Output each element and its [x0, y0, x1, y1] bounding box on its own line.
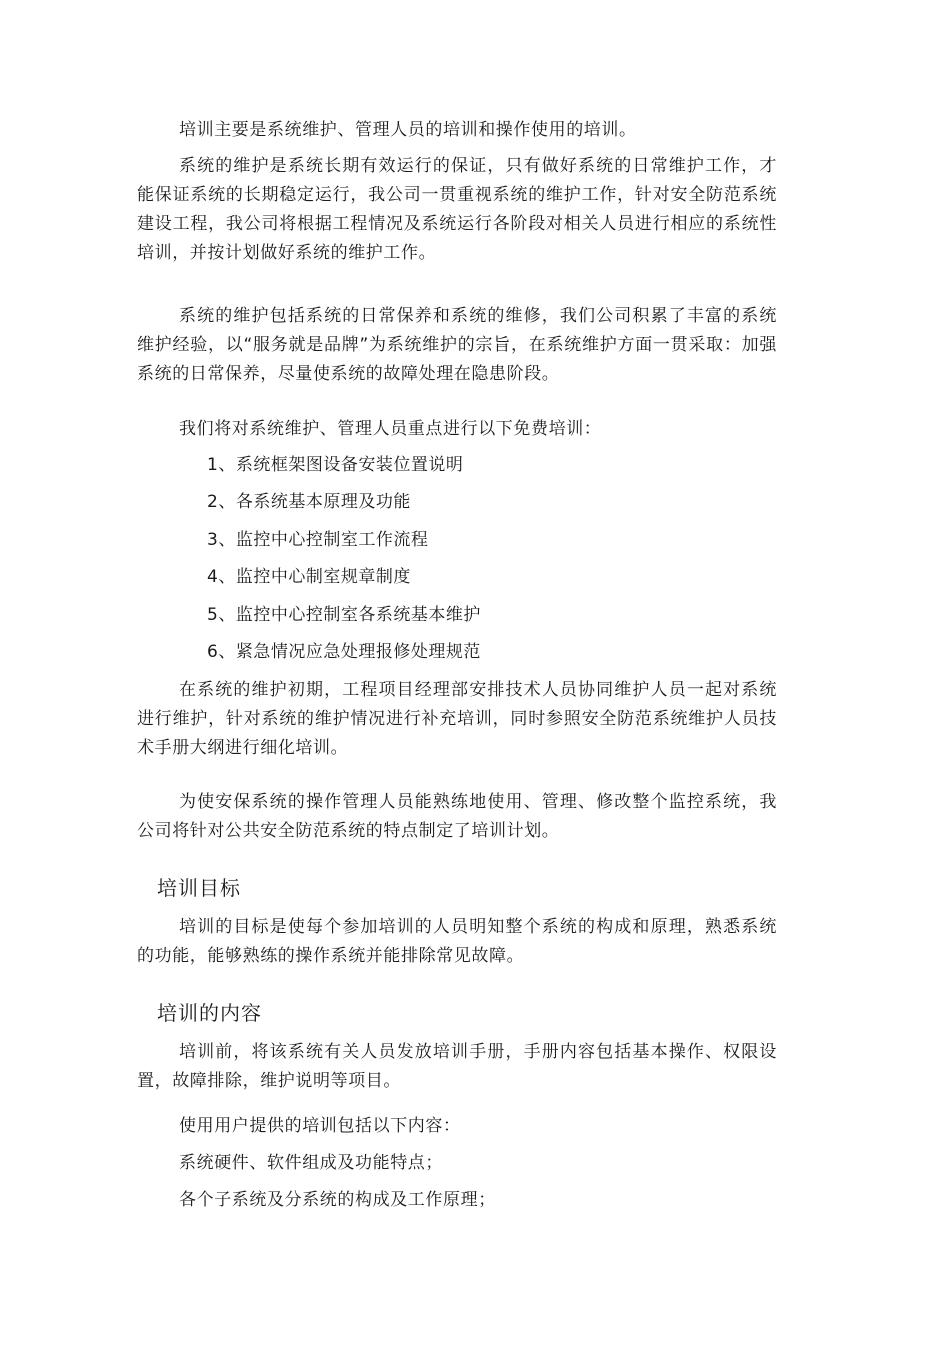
paragraph-training-goal: 培训的目标是使每个参加培训的人员明知整个系统的构成和原理，熟悉系统的功能，能够熟练的操作系统并能排除常见故障。 [137, 917, 777, 966]
list-item: 2、各系统基本原理及功能 [207, 492, 411, 512]
list-item: 6、紧急情况应急处理报修处理规范 [207, 642, 481, 662]
paragraph-maintenance-guarantee: 系统的维护是系统长期有效运行的保证，只有做好系统的日常维护工作，才能保证系统的长期稳定运行，我公司一贯重视系统的维护工作，针对安全防范系统建设工程，我公司将根据工程情况及系统运行各阶段对相关人员进行相应的系统性培训，并按计划做好系统的维护工作。 [137, 156, 777, 263]
paragraph-free-training: 我们将对系统维护、管理人员重点进行以下免费培训： [179, 419, 602, 439]
paragraph-maintenance-scope: 系统的维护包括系统的日常保养和系统的维修，我们公司积累了丰富的系统维护经验，以“服务就是品牌”为系统维护的宗旨，在系统维护方面一贯采取：加强系统的日常保养，尽量使系统的故障处理在隐患阶段。 [137, 306, 777, 384]
list-item: 4、监控中心制室规章制度 [207, 567, 411, 587]
content-line-user-training: 使用用户提供的培训包括以下内容： [179, 1116, 461, 1136]
content-line-subsystems: 各个子系统及分系统的构成及工作原理； [179, 1190, 496, 1210]
list-item: 5、监控中心控制室各系统基本维护 [207, 605, 481, 625]
paragraph-training-content: 培训前，将该系统有关人员发放培训手册，手册内容包括基本操作、权限设置，故障排除，维护说明等项目。 [137, 1042, 777, 1091]
content-line-hardware-software: 系统硬件、软件组成及功能特点； [179, 1153, 443, 1173]
heading-training-goal: 培训目标 [157, 876, 241, 900]
list-item: 1、系统框架图设备安装位置说明 [207, 455, 464, 475]
list-item: 3、监控中心控制室工作流程 [207, 530, 429, 550]
paragraph-initial-maintenance: 在系统的维护初期，工程项目经理部安排技术人员协同维护人员一起对系统进行维护，针对系统的维护情况进行补充培训，同时参照安全防范系统维护人员技术手册大纲进行细化培训。 [137, 680, 777, 758]
paragraph-training-plan: 为使安保系统的操作管理人员能熟练地使用、管理、修改整个监控系统，我公司将针对公共安全防范系统的特点制定了培训计划。 [137, 792, 777, 841]
heading-training-content: 培训的内容 [157, 1001, 262, 1025]
paragraph-intro: 培训主要是系统维护、管理人员的培训和操作使用的培训。 [179, 120, 637, 140]
